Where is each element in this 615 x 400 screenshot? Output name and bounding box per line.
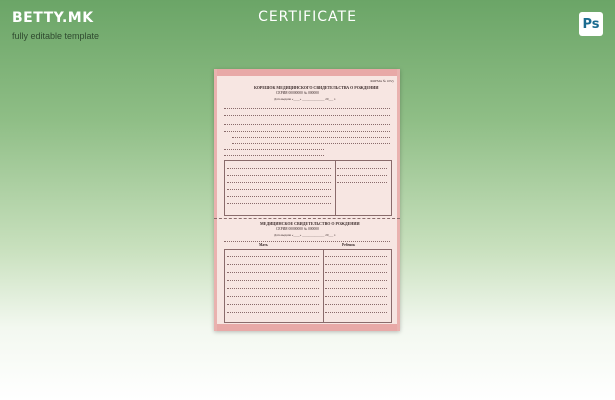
middle-heading: МЕДИЦИНСКОЕ СВИДЕТЕЛЬСТВО О РОЖДЕНИИ xyxy=(260,221,360,226)
certificate-border-left xyxy=(214,69,217,331)
certificate-border-top xyxy=(214,69,400,76)
form-label: ФОРМА № 103/у xyxy=(370,79,394,83)
middle-issue-date: Дата выдачи «____» ______________ 20___ г. xyxy=(274,233,336,237)
page-title: CERTIFICATE xyxy=(258,9,357,25)
photoshop-icon: Ps xyxy=(579,12,603,36)
cut-line xyxy=(214,218,400,219)
brand-tagline: fully editable template xyxy=(12,31,100,41)
middle-series: СЕРИЯ 00000000 № 000000 xyxy=(276,227,319,231)
top-heading: КОРЕШОК МЕДИЦИНСКОГО СВИДЕТЕЛЬСТВА О РОЖДЕНИИ xyxy=(254,85,379,90)
top-issue-date: Дата выдачи «____» ______________ 20___ г. xyxy=(274,97,336,101)
top-series: СЕРИЯ 00000000 № 000000 xyxy=(276,91,319,95)
brand-logo: BETTY.MK xyxy=(12,10,94,26)
child-column-label: Ребенок xyxy=(342,243,356,247)
mother-column-label: Мать xyxy=(259,243,268,247)
certificate-border-bottom xyxy=(214,324,400,331)
certificate-border-right xyxy=(397,69,400,331)
certificate-preview xyxy=(214,69,400,331)
